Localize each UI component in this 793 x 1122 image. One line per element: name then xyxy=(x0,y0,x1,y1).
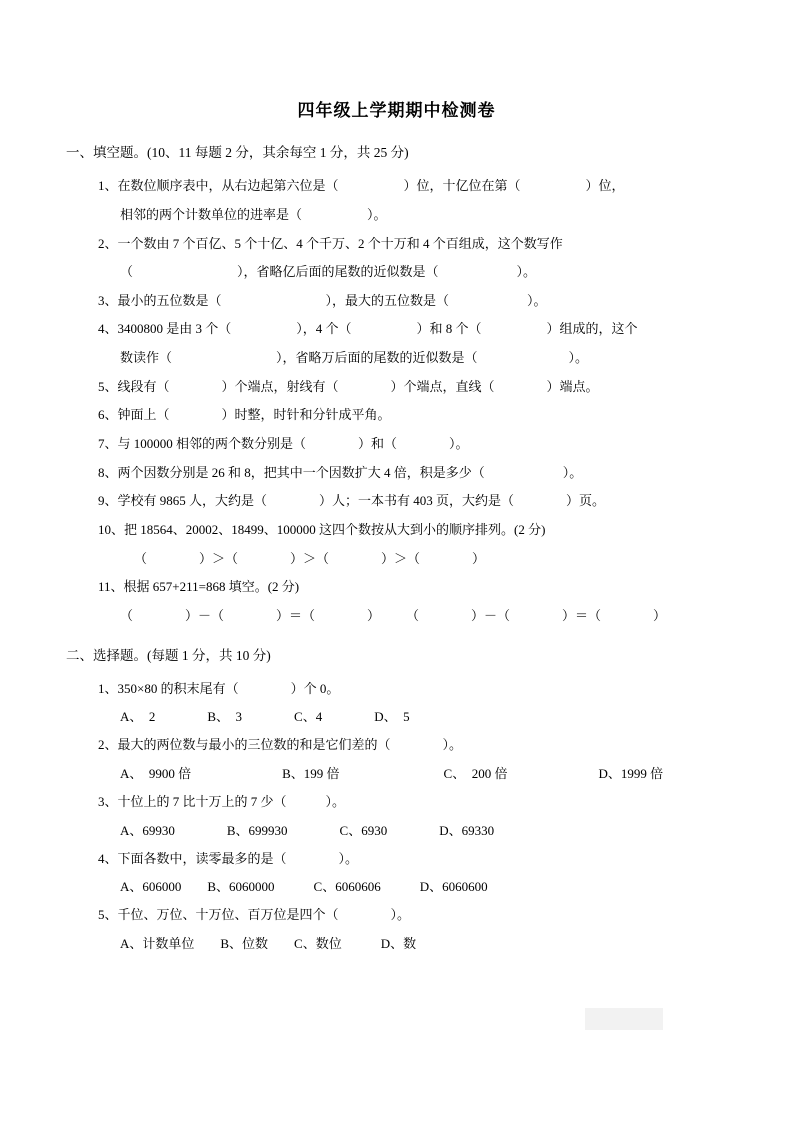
choice-question-4: 4、下面各数中，读零最多的是（ ）。 xyxy=(98,850,359,866)
question-2-line-1: 2、一个数由 7 个百亿、5 个十亿、4 个千万、2 个十万和 4 个百组成，这个数写作 xyxy=(98,235,563,251)
choice-question-1-options: A、 2 B、 3 C、4 D、 5 xyxy=(120,709,410,725)
question-5: 5、线段有（ ）个端点，射线有（ ）个端点，直线（ ）端点。 xyxy=(98,378,599,394)
choice-question-5: 5、千位、万位、十万位、百万位是四个（ ）。 xyxy=(98,907,411,923)
question-11: 11、根据 657+211=868 填空。(2 分) xyxy=(98,579,300,595)
choice-question-1: 1、350×80 的积末尾有（ ）个 0。 xyxy=(98,680,340,696)
question-4-line-2: 数读作（ ），省略万后面的尾数的近似数是（ ）。 xyxy=(120,350,589,366)
section-heading-fill-in-blanks: 一、填空题。(10、11 每题 2 分，其余每空 1 分，共 25 分) xyxy=(66,145,409,160)
question-7: 7、与 100000 相邻的两个数分别是（ ）和（ ）。 xyxy=(98,436,469,452)
choice-question-4-options: A、606000 B、6060000 C、6060606 D、6060600 xyxy=(120,879,488,895)
question-11-answer-line: （ ）－（ ）＝（ ） （ ）－（ ）＝（ ） xyxy=(120,607,667,623)
question-4-line-1: 4、3400800 是由 3 个（ ），4 个（ ）和 8 个（ ）组成的，这个 xyxy=(98,321,638,337)
choice-question-2-options: A、 9900 倍 B、199 倍 C、 200 倍 D、1999 倍 xyxy=(120,766,664,782)
question-9: 9、学校有 9865 人，大约是（ ）人；一本书有 403 页，大约是（ ）页。 xyxy=(98,493,606,509)
choice-question-3: 3、十位上的 7 比十万上的 7 少（ ）。 xyxy=(98,794,346,810)
question-6: 6、钟面上（ ）时整，时针和分针成平角。 xyxy=(98,407,391,423)
section-heading-multiple-choice: 二、选择题。(每题 1 分，共 10 分) xyxy=(66,647,271,663)
watermark-block xyxy=(585,1008,663,1030)
choice-question-5-options: A、计数单位 B、位数 C、数位 D、数 xyxy=(120,935,417,951)
choice-question-3-options: A、69930 B、699930 C、6930 D、69330 xyxy=(120,822,495,838)
question-10: 10、把 18564、20002、18499、100000 这四个数按从大到小的顺序排列。(2 分) xyxy=(98,521,546,537)
question-2-line-2: （ ），省略亿后面的尾数的近似数是（ ）。 xyxy=(120,264,537,280)
question-3: 3、最小的五位数是（ ），最大的五位数是（ ）。 xyxy=(98,292,547,308)
question-10-answer-line: （ ）＞（ ）＞（ ）＞（ ） xyxy=(134,550,486,566)
question-8: 8、两个因数分别是 26 和 8，把其中一个因数扩大 4 倍，积是多少（ ）。 xyxy=(98,464,583,480)
choice-question-2: 2、最大的两位数与最小的三位数的和是它们差的（ ）。 xyxy=(98,737,463,753)
page-title: 四年级上学期期中检测卷 xyxy=(297,101,496,120)
question-1-line-1: 1、在数位顺序表中，从右边起第六位是（ ）位，十亿位在第（ ）位， xyxy=(98,178,625,194)
question-1-line-2: 相邻的两个计数单位的进率是（ ）。 xyxy=(120,206,387,222)
